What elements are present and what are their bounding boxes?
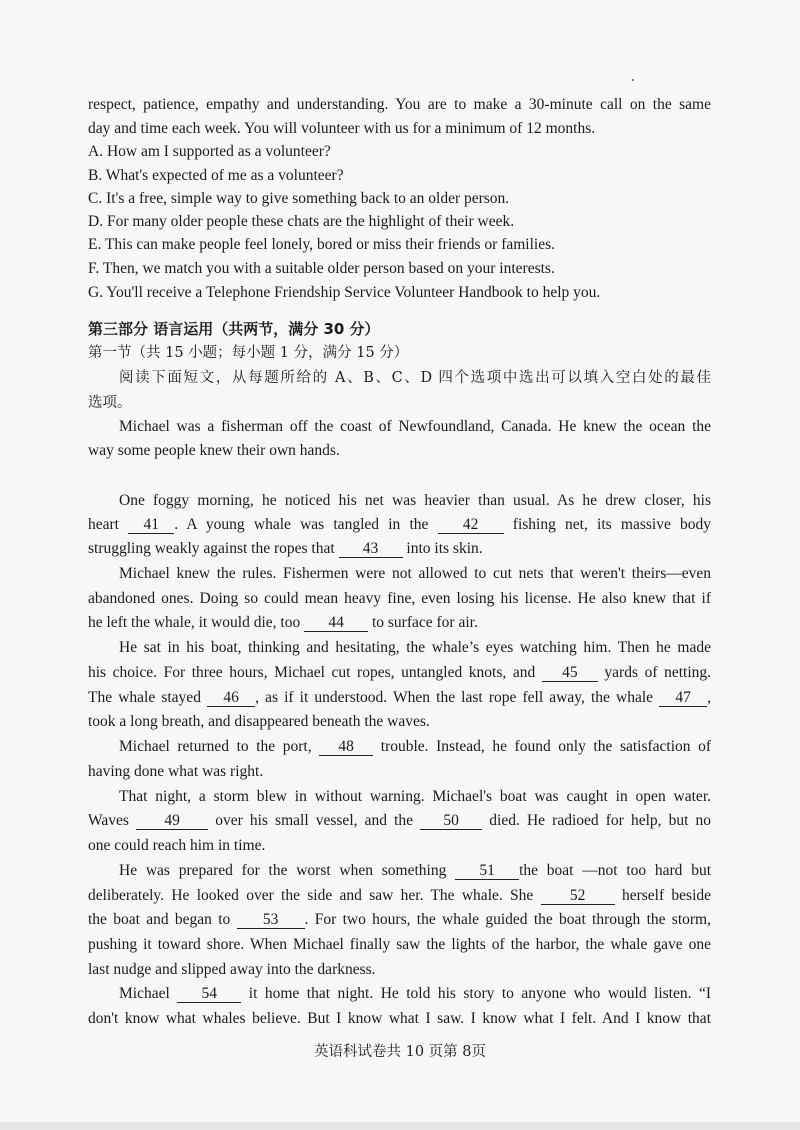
blank-54[interactable]: 54 [177,985,241,1003]
blank-52[interactable]: 52 [541,887,615,905]
blank-44[interactable]: 44 [304,614,368,632]
option-g: G. You'll receive a Telephone Friendship Service Volunteer Handbook to help you. [88,284,601,301]
instruction: 阅读下面短文，从每题所给的 A、B、C、D 四个选项中选出可以填入空白处的最佳 [119,370,711,386]
story-line: having done what was right. [88,763,264,780]
option-f: F. Then, we match you with a suitable older person based on your interests. [88,260,555,277]
blank-41[interactable]: 41 [128,516,174,534]
blank-47[interactable]: 47 [659,689,707,707]
story-line: don't know what whales believe. But I know what I saw. I know what I felt. And I know that [88,1010,711,1027]
story-line: pushing it toward shore. When Michael finally saw the lights of the harbor, the whale gave one [88,936,711,953]
blank-43[interactable]: 43 [339,540,403,558]
option-e: E. This can make people feel lonely, bored or miss their friends or families. [88,236,556,253]
story-line: Michael was a fisherman off the coast of Newfoundland, Canada. He knew the ocean the [119,418,711,435]
page-footer: 英语科试卷共 10 页第 8页 [313,1044,486,1060]
passage-line: respect, patience, empathy and understanding. You are to make a 30-minute call on the same [88,96,711,113]
story-line: One foggy morning, he noticed his net was heavier than usual. As he drew closer, his [119,492,711,509]
blank-42[interactable]: 42 [438,516,504,534]
blank-51[interactable]: 51 [455,862,519,880]
story-line: He sat in his boat, thinking and hesitating, the whale’s eyes watching him. Then he made [119,639,711,656]
story-line: He was prepared for the worst when something 51 the boat —not too hard but [119,862,712,879]
story-line: Waves 49 over his small vessel, and the 50 died. He radioed for help, but no [88,812,712,829]
passage-line: day and time each week. You will volunteer with us for a minimum of 12 months. [88,120,596,137]
story-line: Michael returned to the port, 48 trouble. Instead, he found only the satisfaction of [119,738,712,755]
option-d: D. For many older people these chats are the highlight of their week. [88,213,515,230]
scan-edge [0,1122,800,1130]
story-line: struggling weakly against the ropes that 43 into its skin. [88,540,483,557]
story-line: abandoned ones. Doing so could mean heavy fine, even losing his license. He also knew that if [88,590,711,607]
blank-45[interactable]: 45 [542,664,598,682]
story-line: last nudge and slipped away into the darkness. [88,961,376,978]
blank-49[interactable]: 49 [136,812,208,830]
story-line: took a long breath, and disappeared beneath the waves. [88,713,430,730]
story-line: one could reach him in time. [88,837,266,854]
blank-53[interactable]: 53 [237,911,305,929]
blank-50[interactable]: 50 [420,812,482,830]
blank-46[interactable]: 46 [207,689,255,707]
story-line: The whale stayed 46 , as if it understood. When the last rope fell away, the whale 47 , [88,689,712,706]
story-line: the boat and began to 53 . For two hours, the whale guided the boat through the storm, [88,911,711,928]
option-a: A. How am I supported as a volunteer? [88,143,331,160]
section-subtitle: 第一节（共 15 小题；每小题 1 分，满分 15 分） [88,345,409,361]
story-line: his choice. For three hours, Michael cut ropes, untangled knots, and 45 yards of netting. [88,664,712,681]
story-line: Michael 54 it home that night. He told his story to anyone who would listen. “I [119,985,712,1002]
story-line: deliberately. He looked over the side and saw her. The whale. She 52 herself beside [88,887,712,904]
blank-48[interactable]: 48 [319,738,373,756]
story-line: heart 41 . A young whale was tangled in the 42 fishing net, its massive body [88,516,712,533]
story-line: That night, a storm blew in without warning. Michael's boat was caught in open water. [119,788,711,805]
option-b: B. What's expected of me as a volunteer? [88,167,344,184]
story-line: Michael knew the rules. Fishermen were not allowed to cut nets that weren't theirs—even [119,565,711,582]
story-line: way some people knew their own hands. [88,442,340,459]
instruction: 选项。 [88,395,132,411]
option-c: C. It's a free, simple way to give something back to an older person. [88,190,510,207]
section-title: 第三部分 语言运用（共两节，满分 30 分） [88,320,380,338]
story-line: he left the whale, it would die, too 44 to surface for air. [88,614,478,631]
